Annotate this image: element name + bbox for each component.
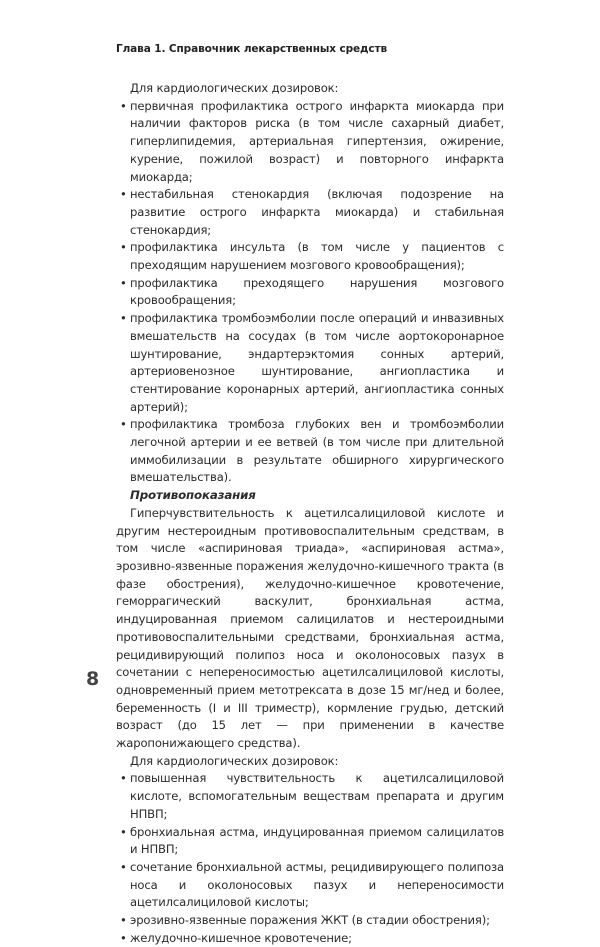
- list-item: • эрозивно-язвенные поражения ЖКТ (в стадии обострения);: [116, 912, 504, 930]
- list-item: • профилактика тромбоэмболии после операций и инвазивных вмешательств на сосудах (в том числе аортокоронарное шунтирование, эндартерэктомия сонных артерий, артериовенозное шунтирование, ангиопластика и стентирование коронарных артерий, ангиопластика сонных артерий);: [116, 310, 504, 416]
- list-item: • профилактика инсульта (в том числе у пациентов с преходящим нарушением мозгового кровообращения);: [116, 239, 504, 274]
- section1-intro: Для кардиологических дозировок:: [130, 81, 339, 95]
- contraindications-paragraph: Гиперчувствительность к ацетилсалициловой кислоте и другим нестероидным противовоспалительным средствам, в том числе «аспириновая триада», «аспириновая астма», эрозивно-язвенные поражения желудочно-кишечного тракта (в фазе обострения), желудочно-кишечное кровотечение, геморрагический васкулит, бронхиальная астма, индуцированная приемом салицилатов и нестероидными противовоспалительными средствами, бронхиальная астма, рецидивирующий полипоз носа и околоносовых пазух в сочетании с непереносимостью ацетилсалициловой кислоты, одновременный прием метотрексата в дозе 15 мг/нед и более, беременность (I и III триместр), кормление грудью, детский возраст (до 15 лет — при применении в качестве жаропонижающего средства).: [116, 505, 504, 751]
- list-item: • профилактика тромбоза глубоких вен и тромбоэмболии легочной артерии и ее ветвей (в том числе при длительной иммобилизации в результате обширного хирургического вмешательства).: [116, 416, 504, 487]
- section2-intro: Для кардиологических дозировок:: [130, 753, 339, 768]
- list-item: • первичная профилактика острого инфаркта миокарда при наличии факторов риска (в том числе сахарный диабет, гиперлипидемия, артериальная гипертензия, ожирение, курение, пожилой возраст) и повторного инфаркта миокарда;: [116, 98, 504, 187]
- list-item: • желудочно-кишечное кровотечение;: [116, 930, 504, 947]
- list-item: • сочетание бронхиальной астмы, рецидивирующего полипоза носа и околоносовых пазух и непереносимости ацетилсалициловой кислоты;: [116, 859, 504, 912]
- section1-list: [116, 98, 504, 487]
- list-item: • профилактика преходящего нарушения мозгового кровообращения;: [116, 275, 504, 310]
- page-body: [116, 80, 504, 947]
- contraindications-heading: Противопоказания: [130, 488, 256, 503]
- list-item: • нестабильная стенокардия (включая подозрение на развитие острого инфаркта миокарда) и стабильная стенокардия;: [116, 186, 504, 239]
- section2-list: [116, 770, 504, 947]
- list-item: • бронхиальная астма, индуцированная приемом салицилатов и НПВП;: [116, 824, 504, 859]
- page-number: 8: [86, 668, 100, 690]
- running-title: Глава 1. Справочник лекарственных средств: [116, 43, 388, 55]
- list-item: • повышенная чувствительность к ацетилсалициловой кислоте, вспомогательным веществам препарата и другим НПВП;: [116, 770, 504, 823]
